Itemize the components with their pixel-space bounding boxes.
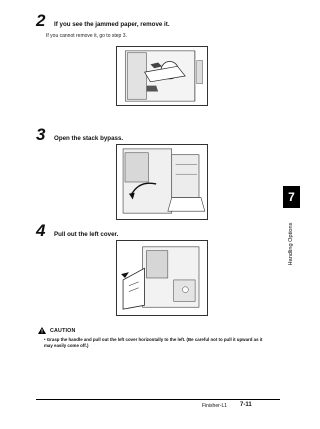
warning-icon: [38, 327, 46, 334]
caution-text: [44, 337, 264, 348]
stack-bypass-drawing: [117, 145, 207, 219]
left-cover-drawing: [117, 241, 207, 315]
step-title: Pull out the left cover.: [54, 231, 119, 238]
jammed-paper-illustration: [116, 46, 208, 106]
stack-bypass-illustration: [116, 144, 208, 220]
step-title: If you see the jammed paper, remove it.: [54, 21, 170, 28]
footer-section: Finisher-L1: [202, 403, 228, 409]
chapter-tab: 7: [283, 186, 300, 208]
step-title: Open the stack bypass.: [54, 135, 124, 142]
caution-title: CAUTION: [50, 327, 76, 334]
left-cover-illustration: [116, 240, 208, 316]
step-4-heading: [36, 222, 118, 239]
chapter-label-text: Handling Options: [288, 222, 294, 266]
footer-rule: [36, 399, 280, 400]
step-number: 4: [36, 221, 46, 240]
caution-heading: [38, 327, 76, 334]
step-number: 2: [36, 11, 46, 30]
step-2-heading: [36, 12, 170, 29]
bullet-icon: •: [44, 337, 47, 342]
chapter-label: [284, 214, 298, 274]
caution-body: Grasp the handle and pull out the left cover horizontally to the left. (Be careful not to pull it upward as it may easily come off.): [44, 337, 263, 348]
page-number: 7-11: [240, 402, 252, 408]
step-3-heading: [36, 126, 123, 143]
printer-interior-drawing: [117, 47, 207, 105]
step-note: If you cannot remove it, go to step 3.: [46, 33, 127, 39]
step-number: 3: [36, 125, 46, 144]
